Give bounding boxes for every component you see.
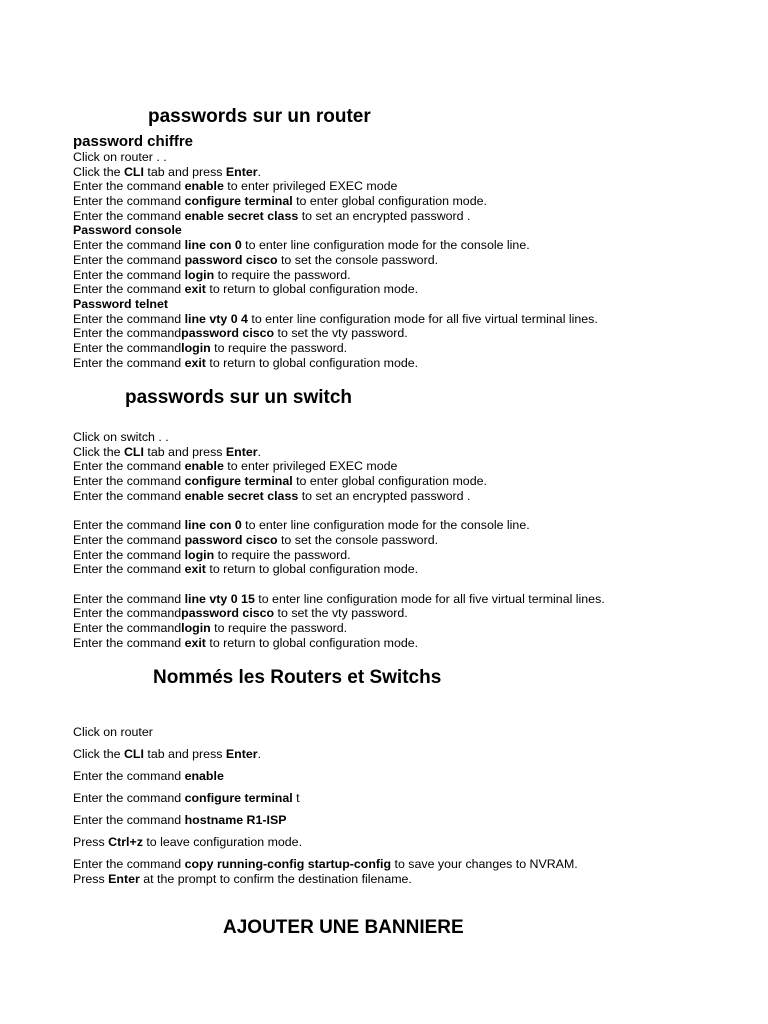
instruction-line	[73, 835, 578, 857]
instruction-line	[73, 813, 578, 835]
instruction-line	[73, 518, 605, 533]
instruction-line	[73, 312, 598, 327]
instruction-text: Enter the command	[73, 591, 185, 606]
instruction-line	[73, 238, 598, 253]
instruction-line	[73, 356, 598, 371]
instruction-text: tab and press	[143, 444, 226, 459]
instruction-text: Enter the command	[73, 340, 182, 355]
instruction-text: to return to global configuration mode.	[205, 635, 419, 650]
command-text: CLI	[123, 164, 144, 179]
instruction-line	[73, 165, 598, 180]
instruction-text: Password telnet	[73, 296, 169, 311]
instruction-line	[73, 621, 605, 636]
instruction-text: to leave configuration mode.	[142, 835, 303, 849]
instruction-text: to require the password.	[214, 267, 351, 282]
instruction-text: Enter the command	[73, 355, 185, 370]
instruction-line	[73, 769, 578, 791]
instruction-text: Click on router	[73, 725, 153, 739]
instruction-text: .	[257, 164, 262, 179]
command-text: Enter	[225, 444, 258, 459]
command-text: line vty 0 4	[184, 311, 248, 326]
command-text: line con 0	[184, 238, 242, 253]
command-text: exit	[184, 562, 206, 577]
command-text: password cisco	[181, 326, 275, 341]
instruction-text: Press	[73, 835, 109, 849]
instruction-text: Enter the command	[73, 547, 185, 562]
instruction-line	[73, 562, 605, 577]
instruction-text: Enter the command	[73, 326, 182, 341]
password-chiffre-subtitle: password chiffre	[73, 133, 194, 150]
instruction-text: Enter the command	[73, 620, 182, 635]
instruction-text: Click the	[73, 747, 124, 761]
command-text: configure terminal	[184, 194, 293, 209]
instruction-text: to require the password.	[210, 620, 348, 635]
command-text: login	[181, 340, 211, 355]
instruction-line	[73, 253, 598, 268]
instruction-text: Enter the command	[73, 459, 185, 474]
command-text: line vty 0 15	[184, 591, 255, 606]
instruction-text: .	[257, 747, 262, 761]
instruction-text: Enter the command	[73, 194, 185, 209]
instruction-text: to save your changes to NVRAM.	[391, 857, 578, 871]
instruction-text: Password console	[73, 223, 182, 238]
instruction-text: to set the console password.	[277, 532, 439, 547]
command-text: Enter	[108, 872, 140, 886]
command-text: exit	[184, 355, 206, 370]
instruction-text: Enter the command	[73, 769, 185, 783]
command-text: Enter	[225, 164, 258, 179]
instruction-text: Enter the command	[73, 474, 185, 489]
instruction-text: to enter line configuration mode for the console line.	[241, 518, 530, 533]
switch-instructions	[73, 430, 605, 650]
router-instructions	[73, 150, 598, 370]
instruction-line	[73, 150, 598, 165]
blank-line	[73, 503, 605, 518]
instruction-text: Enter the command	[73, 813, 185, 827]
instruction-text: to enter line configuration mode for all five virtual terminal lines.	[254, 591, 605, 606]
command-text: enable	[184, 769, 224, 783]
instruction-line	[73, 179, 598, 194]
instruction-line	[73, 445, 605, 460]
naming-title: Nommés les Routers et Switchs	[153, 667, 442, 688]
command-text: Enter	[225, 747, 258, 761]
instruction-text: Enter the command	[73, 179, 185, 194]
instruction-text: Click on switch . .	[73, 430, 169, 444]
command-text: configure terminal	[184, 474, 293, 489]
instruction-text: to enter global configuration mode.	[292, 194, 487, 209]
blank-line	[73, 577, 605, 592]
instruction-line	[73, 430, 605, 445]
instruction-text: Enter the command	[73, 252, 185, 267]
command-text: login	[184, 267, 215, 282]
instruction-text: to require the password.	[210, 340, 348, 355]
instruction-text: Enter the command	[73, 238, 185, 253]
instruction-line	[73, 341, 598, 356]
section-heading	[73, 297, 598, 312]
command-text: password cisco	[181, 606, 275, 621]
instruction-text: Click the	[73, 444, 124, 459]
instruction-text: Enter the command	[73, 532, 185, 547]
command-text: hostname R1-ISP	[184, 813, 287, 827]
instruction-line	[73, 326, 598, 341]
naming-instructions	[73, 725, 578, 894]
instruction-line	[73, 548, 605, 563]
command-text: password cisco	[184, 252, 278, 267]
command-text: copy running-config startup-config	[184, 857, 392, 871]
command-text: exit	[184, 635, 206, 650]
instruction-text: to set an encrypted password .	[298, 488, 471, 503]
instruction-text: to require the password.	[214, 547, 351, 562]
command-text: enable secret class	[184, 208, 299, 223]
instruction-line	[73, 592, 605, 607]
instruction-text: Enter the command	[73, 311, 185, 326]
instruction-text: Enter the command	[73, 518, 185, 533]
instruction-text: Enter the command	[73, 606, 182, 621]
instruction-line	[73, 474, 605, 489]
instruction-line	[73, 857, 578, 872]
instruction-line	[73, 194, 598, 209]
switch-passwords-title: passwords sur un switch	[125, 387, 352, 408]
instruction-line	[73, 606, 605, 621]
instruction-text: to set an encrypted password .	[298, 208, 471, 223]
instruction-text: to return to global configuration mode.	[205, 562, 419, 577]
banner-title: AJOUTER UNE BANNIERE	[223, 917, 464, 938]
instruction-line	[73, 725, 578, 747]
instruction-text: to set the vty password.	[274, 326, 408, 341]
router-passwords-title: passwords sur un router	[148, 106, 371, 127]
instruction-text: to enter line configuration mode for all five virtual terminal lines.	[247, 311, 598, 326]
instruction-text: Click the	[73, 164, 124, 179]
instruction-line	[73, 872, 578, 894]
instruction-line	[73, 791, 578, 813]
instruction-text: to set the console password.	[277, 252, 439, 267]
command-text: CLI	[123, 444, 144, 459]
command-text: enable	[184, 179, 224, 194]
instruction-line	[73, 459, 605, 474]
command-text: password cisco	[184, 532, 278, 547]
command-text: login	[181, 620, 211, 635]
section-heading	[73, 223, 598, 238]
command-text: enable secret class	[184, 488, 299, 503]
instruction-text: to set the vty password.	[274, 606, 408, 621]
command-text: exit	[184, 282, 206, 297]
instruction-text: to enter privileged EXEC mode	[223, 179, 398, 194]
instruction-text: .	[257, 444, 262, 459]
instruction-text: to enter global configuration mode.	[292, 474, 487, 489]
instruction-text: to enter privileged EXEC mode	[223, 459, 398, 474]
instruction-text: Click on router . .	[73, 150, 167, 164]
instruction-text: to return to global configuration mode.	[205, 355, 419, 370]
command-text: login	[184, 547, 215, 562]
command-text: enable	[184, 459, 224, 474]
instruction-text: Enter the command	[73, 267, 185, 282]
instruction-line	[73, 533, 605, 548]
instruction-text: Enter the command	[73, 488, 185, 503]
instruction-text: at the prompt to confirm the destination filename.	[139, 872, 412, 886]
instruction-text: Enter the command	[73, 791, 185, 805]
instruction-text: Enter the command	[73, 282, 185, 297]
instruction-line	[73, 636, 605, 651]
instruction-text: Enter the command	[73, 562, 185, 577]
instruction-text: Enter the command	[73, 857, 185, 871]
command-text: line con 0	[184, 518, 242, 533]
instruction-line	[73, 209, 598, 224]
command-text: configure terminal	[184, 791, 293, 805]
instruction-text: Enter the command	[73, 208, 185, 223]
command-text: Ctrl+z	[108, 835, 143, 849]
instruction-text: to return to global configuration mode.	[205, 282, 419, 297]
command-text: CLI	[123, 747, 144, 761]
instruction-text: to enter line configuration mode for the console line.	[241, 238, 530, 253]
instruction-text: tab and press	[143, 747, 226, 761]
instruction-line	[73, 268, 598, 283]
instruction-text: tab and press	[143, 164, 226, 179]
instruction-line	[73, 747, 578, 769]
instruction-text: Press	[73, 872, 109, 886]
instruction-line	[73, 489, 605, 504]
instruction-text: t	[292, 791, 300, 805]
instruction-text: Enter the command	[73, 635, 185, 650]
instruction-line	[73, 282, 598, 297]
